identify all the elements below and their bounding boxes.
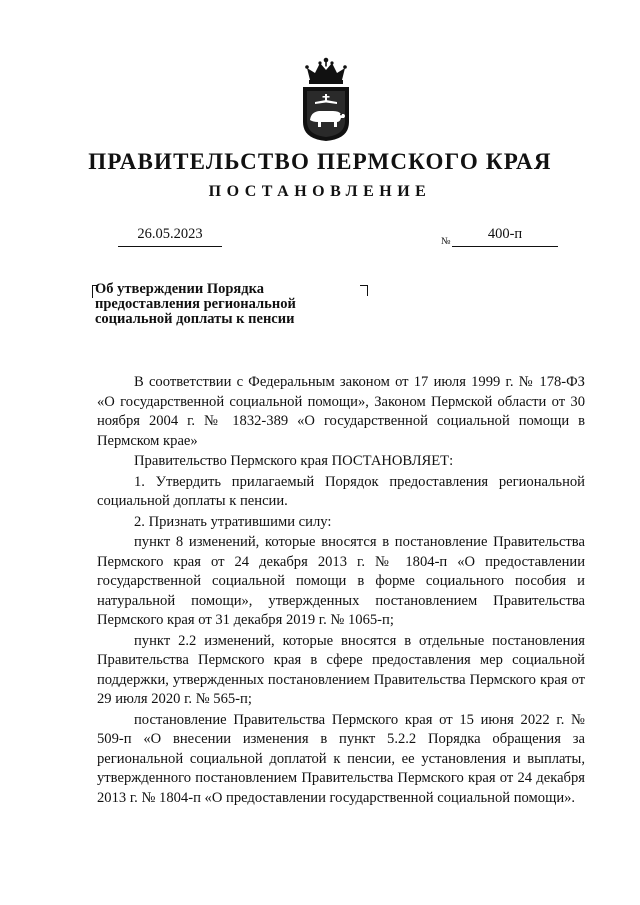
body-paragraph: Правительство Пермского края ПОСТАНОВЛЯЕТ: [134,453,454,469]
date-underline [118,246,222,247]
document-type: ПОСТАНОВЛЕНИЕ [208,183,432,200]
document-date: 26.05.2023 [137,226,203,242]
number-underline [452,246,558,247]
government-title: ПРАВИТЕЛЬСТВО ПЕРМСКОГО КРАЯ [88,149,552,174]
document-body [97,373,585,808]
body-paragraph: пункт 2.2 изменений, которые вносятся в отдельные постановления Правительства Пермского края в сфере предоставления мер социальной поддержки, утвержденных постановлением Правительства Пермского края от 29 июля 2020 г. № 565-п; [97,632,585,707]
perm-krai-coat-of-arms-icon [300,56,352,142]
body-paragraph: В соответствии с Федеральным законом от 17 июля 1999 г. № 178-ФЗ «О государственной социальной помощи», Законом Пермской области от 30 ноября 2004 г. № 1832-389 «О государственной социальной помощи в Пермском крае» [97,374,585,449]
body-paragraph: 2. Признать утратившими силу: [134,513,332,530]
date-field [118,226,222,243]
subject-line: социальной доплаты к пенсии [95,311,295,327]
subject-line: Об утверждении Порядка [95,281,264,297]
number-field [452,226,558,243]
body-paragraph: 1. Утвердить прилагаемый Порядок предоставления региональной социальной доплаты к пенсии. [97,473,585,509]
subject-line: предоставления региональной [95,296,296,312]
number-sign: № [441,236,451,247]
body-paragraph: постановление Правительства Пермского края от 15 июня 2022 г. № 509-п «О внесении изменения в пункт 5.2.2 Порядка обращения за региональной социальной доплатой к пенсии, ее установления и выплаты, утвержденного постановлением Правительства Пермского края от 24 декабря 2013 г. № 1804-п «О предоставлении государственной социальной помощи». [97,711,585,806]
document-subject [95,282,365,327]
document-number: 400-п [487,226,523,242]
body-paragraph: пункт 8 изменений, которые вносятся в постановление Правительства Пермского края от 24 декабря 2013 г. № 1804-п «О предоставлении государственной социальной помощи в форме социального пособия и натуральной помощи», утвержденных постановлением Правительства Пермского края от 31 декабря 2019 г. № 1065-п; [97,534,585,628]
